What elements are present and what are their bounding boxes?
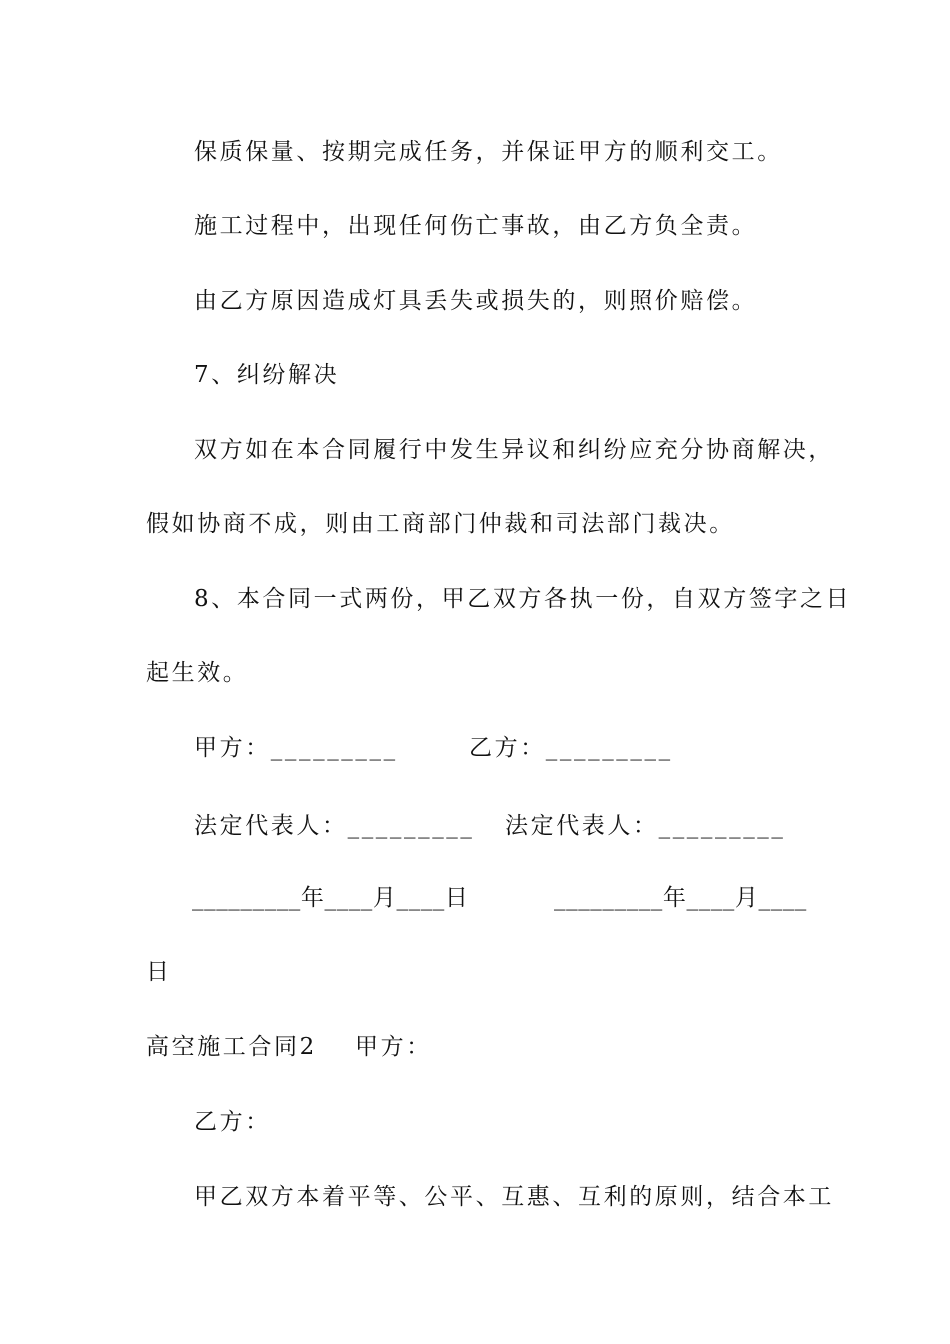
date-b-day: 日 bbox=[146, 959, 172, 985]
section2-intro: 甲乙双方本着平等、公平、互惠、互利的原则，结合本工 bbox=[194, 1184, 834, 1210]
date-a: _________年____月____日 bbox=[192, 885, 469, 911]
party-b-signature: 乙方：_________ bbox=[469, 735, 673, 761]
clause-accident: 施工过程中，出现任何伤亡事故，由乙方负全责。 bbox=[194, 213, 758, 239]
clause-loss: 由乙方原因造成灯具丢失或损失的，则照价赔偿。 bbox=[194, 288, 758, 314]
clause-dispute-line1: 双方如在本合同履行中发生异议和纠纷应充分协商解决， bbox=[194, 437, 834, 463]
section2-title: 高空施工合同2 bbox=[146, 1034, 317, 1060]
party-a-signature: 甲方：_________ bbox=[194, 735, 398, 761]
clause-dispute-line2: 假如协商不成，则由工商部门仲裁和司法部门裁决。 bbox=[146, 511, 735, 537]
clause-quality: 保质保量、按期完成任务，并保证甲方的顺利交工。 bbox=[194, 139, 783, 165]
legal-rep-b: 法定代表人：_________ bbox=[505, 813, 786, 839]
clause-copies-line2: 起生效。 bbox=[146, 660, 249, 686]
clause-copies-line1: 8、本合同一式两份，甲乙双方各执一份，自双方签字之日 bbox=[194, 586, 852, 612]
legal-rep-a: 法定代表人：_________ bbox=[194, 813, 475, 839]
section2-party-b: 乙方： bbox=[194, 1109, 271, 1135]
date-b: _________年____月____ bbox=[554, 885, 807, 911]
section-heading-dispute: 7、纠纷解决 bbox=[194, 362, 340, 388]
section2-party-a: 甲方： bbox=[355, 1034, 432, 1060]
